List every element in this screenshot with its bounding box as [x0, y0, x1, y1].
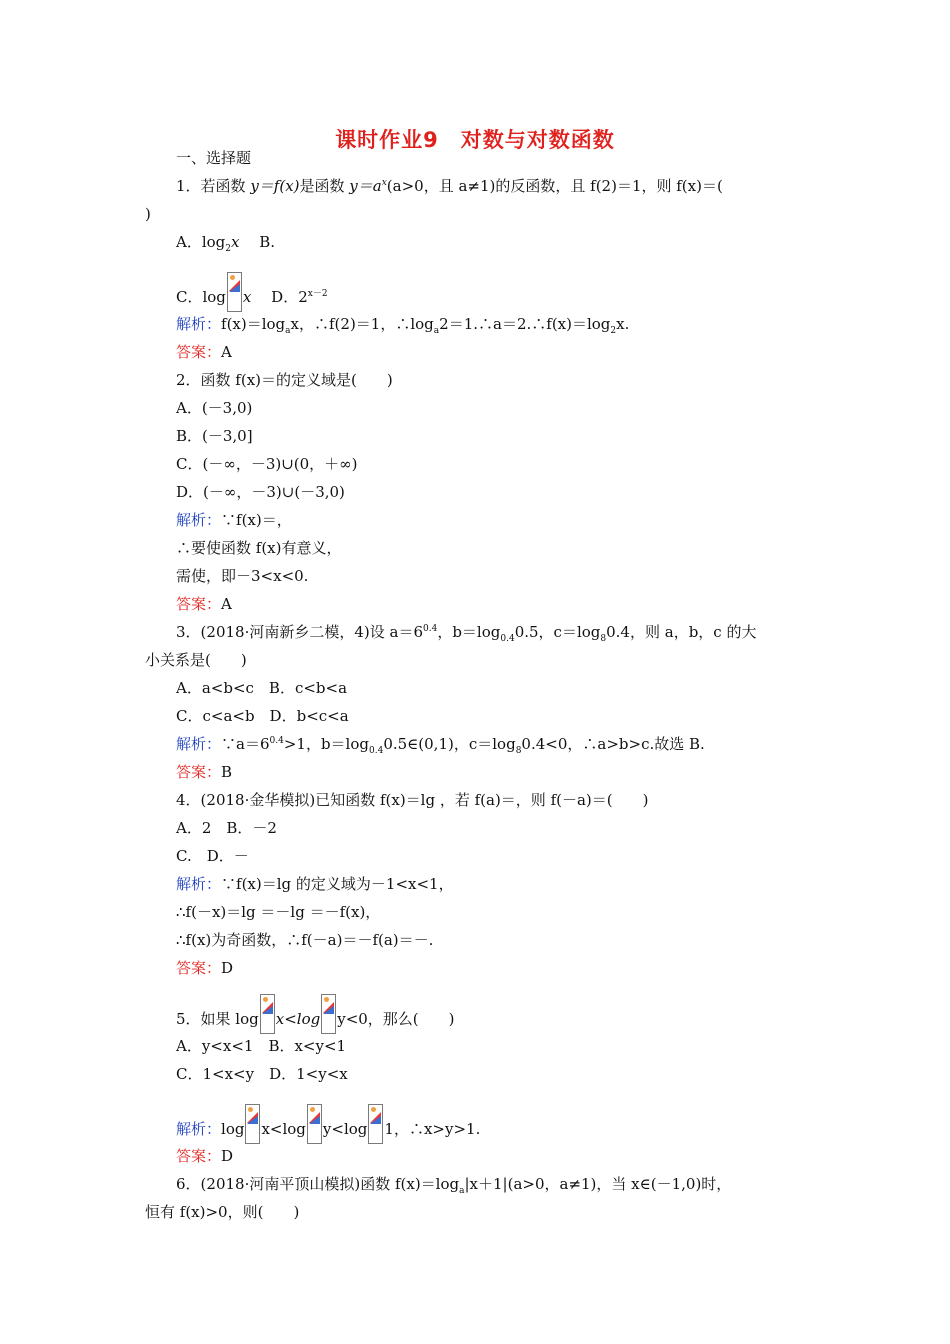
q5-analysis: 解析：log x<log y<log 1，∴x>y>1. — [176, 1104, 480, 1142]
q4-answer: 答案：D — [176, 959, 234, 977]
image-placeholder-icon — [260, 994, 275, 1032]
q1-analysis: 解析：$f(x)=\log_ax$，∴f(2)＝1，$\therefore\log_a2=1.\therefore a=2.\therefore f(x)=\log_2x$. — [176, 315, 630, 336]
q4-stem: 4．(2018·金华模拟)已知函数 f(x)＝lg ，若 f(a)＝，则 f(－a)＝( ) — [176, 791, 649, 809]
q2-answer: 答案：A — [176, 595, 232, 613]
page-title: 课时作业9 对数与对数函数 — [335, 128, 615, 152]
q2-stem: 2．函数 f(x)＝的定义域是( ) — [176, 371, 393, 389]
q5-answer: 答案：D — [176, 1147, 234, 1165]
q4-analysis-3: ∴f(x)为奇函数，∴f(－a)＝－f(a)＝－. — [176, 931, 434, 949]
q4-analysis: 解析：∵f(x)＝lg 的定义域为－1<x<1， — [176, 875, 454, 893]
q3-options-ab: A．a<b<c B．c<b<a — [176, 679, 348, 697]
image-placeholder-icon — [321, 994, 336, 1032]
q5-stem: 5．如果 log x<log y<0，那么( ) — [176, 994, 455, 1032]
q3-analysis: 解析：$\because a=6^{0.4}>1$，$b=\log_{0.4}0.5\in(0,1)$，$c=\log_80.4<0$，∴a>b>c.故选 B. — [176, 735, 705, 756]
q6-stem: 6．(2018·河南平顶山模拟)函数 $f(x)=\log_a|x+1|(a>0$，a≠1)，当 x∈(－1,0)时， — [176, 1175, 732, 1196]
q2-analysis-3: 需使，即－3<x<0. — [176, 567, 309, 585]
q3-options-cd: C．c<a<b D．b<c<a — [176, 707, 349, 725]
q6-stem-line2: 恒有 f(x)>0，则( ) — [145, 1203, 300, 1221]
q2-option-d: D．(－∞，－3)∪(－3,0) — [176, 483, 345, 501]
q5-options-ab: A．y<x<1 B．x<y<1 — [176, 1037, 347, 1055]
q1-options-cd: C．log x D．$2^{x-2}$ — [176, 272, 328, 310]
section-heading: 一、选择题 — [176, 149, 252, 167]
q1-options-ab: A．$\log_2x$ B. — [176, 233, 276, 254]
q3-stem: 3．(2018·河南新乡二模，4)设 $a=6^{0.4}$，$b=\log_{0.4}0.5$，$c=\log_80.4$，则 a，b，c 的大 — [176, 623, 757, 644]
image-placeholder-icon — [307, 1104, 322, 1142]
q3-stem-line2: 小关系是( ) — [145, 651, 247, 669]
q3-answer: 答案：B — [176, 763, 233, 781]
q4-analysis-2: ∴f(－x)＝lg ＝－lg ＝－f(x)， — [176, 903, 381, 921]
image-placeholder-icon — [227, 272, 242, 310]
q1-stem: 1．若函数 y＝f(x)是函数 $y=a^x(a>0$，且 a≠1)的反函数，且 f(2)＝1，则 f(x)＝( — [176, 177, 723, 195]
image-placeholder-icon — [368, 1104, 383, 1142]
image-placeholder-icon — [245, 1104, 260, 1142]
q4-options-ab: A．2 B．－2 — [176, 819, 277, 837]
q2-option-c: C．(－∞，－3)∪(0，＋∞) — [176, 455, 358, 473]
q1-answer: 答案：A — [176, 343, 232, 361]
q2-analysis: 解析：∵f(x)＝， — [176, 511, 292, 529]
q5-options-cd: C．1<x<y D．1<y<x — [176, 1065, 348, 1083]
q2-analysis-2: ∴要使函数 f(x)有意义， — [176, 539, 342, 557]
q2-option-a: A．(－3,0) — [176, 399, 253, 417]
q1-stem-tail: ) — [145, 205, 151, 223]
q4-options-cd: C. D．－ — [176, 847, 249, 865]
q2-option-b: B．(－3,0] — [176, 427, 253, 445]
